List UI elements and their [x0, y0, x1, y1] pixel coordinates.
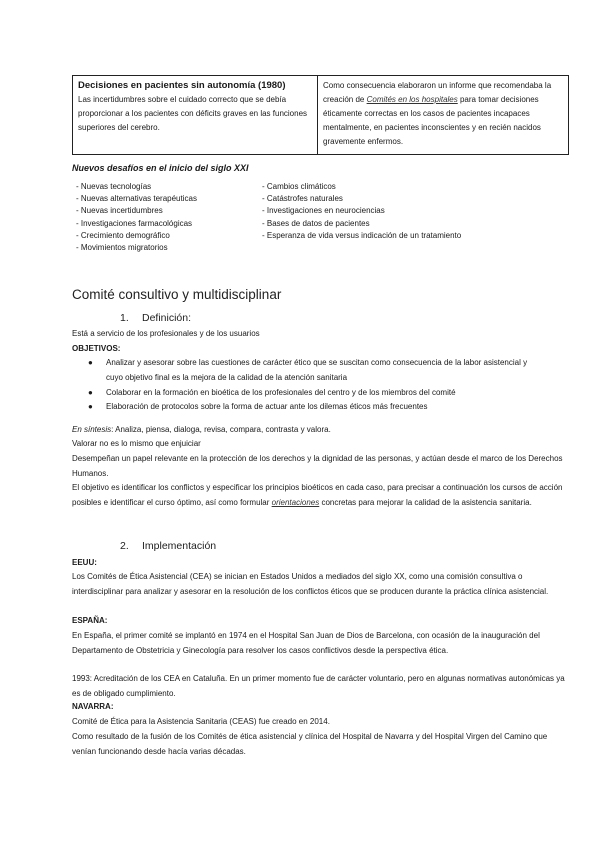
paragraph: 1993: Acreditación de los CEA en Cataluña. En un primer momento fue de carácter voluntario, pero en algunas normativas autonómicas ya es de obligado cumplimiento.	[72, 674, 565, 698]
challenges-heading: Nuevos desafíos en el inicio del siglo XXI	[72, 163, 249, 173]
list-item: - Nuevas alternativas terapéuticas	[76, 194, 197, 204]
paragraph: En España, el primer comité se implantó en 1974 en el Hospital San Juan de Dios de Barcelona, con ocasión de la inauguración del Departamento de Obstetricia y Ginecología para resolver los casos conflictivos desde la perspectiva ética.	[72, 631, 540, 655]
definition-heading	[120, 312, 191, 324]
bullet-text: Elaboración de protocolos sobre la forma de actuar ante los dilemas éticos más frecuentes	[106, 402, 428, 411]
synthesis-label: En síntesis	[72, 425, 112, 434]
valorar-line: Valorar no es lo mismo que enjuiciar	[72, 439, 201, 448]
cell-text: Como consecuencia elaboraron un informe que recomendaba la creación de	[323, 81, 552, 104]
objective-bullet	[88, 400, 528, 415]
bullet-icon: ●	[88, 358, 93, 367]
challenges-list-right	[262, 181, 461, 242]
paragraph-text: El objetivo es identificar los conflictos y especificar los principios bioéticos en cada caso, para precisar a continuación los cursos de acción posibles e identificar el curso óptimo, así como formular	[72, 483, 563, 507]
section-title: Definición:	[142, 312, 192, 324]
list-item: - Bases de datos de pacientes	[262, 218, 370, 228]
objective-bullet	[88, 386, 528, 401]
list-item: - Movimientos migratorios	[76, 243, 168, 253]
bullet-icon: ●	[88, 388, 93, 397]
definition-line: Está a servicio de los profesionales y de los usuarios	[72, 329, 260, 338]
list-item: - Esperanza de vida versus indicación de un tratamiento	[262, 230, 462, 240]
navarra-label: NAVARRA:	[72, 702, 114, 711]
cell-title: Decisiones en pacientes sin autonomía (1980)	[78, 80, 286, 91]
summary-table	[72, 75, 569, 155]
section-title: Implementación	[142, 540, 217, 552]
paragraph: Como resultado de la fusión de los Comités de ética asistencial y clínica del Hospital de Navarra y del Hospital Virgen del Camino que venían funcionando desde hacía varias décadas.	[72, 732, 548, 756]
table-cell-left	[73, 76, 318, 155]
synthesis-text: : Analiza, piensa, dialoga, revisa, compara, contrasta y valora.	[111, 425, 331, 434]
cell-text: Las incertidumbres sobre el cuidado correcto que se debía proporcionar a los pacientes con déficits graves en las funciones superiores del cerebro.	[78, 95, 308, 132]
list-item: - Cambios climáticos	[262, 182, 336, 191]
list-item: - Nuevas tecnologías	[76, 182, 152, 191]
table-row	[73, 76, 569, 155]
list-item: - Crecimiento demográfico	[76, 230, 170, 240]
paragraph: Comité de Ética para la Asistencia Sanitaria (CEAS) fue creado en 2014.	[72, 717, 330, 726]
paragraph: Desempeñan un papel relevante en la protección de los derechos y la dignidad de las personas, y actúan desde el marco de los Derechos Humanos.	[72, 454, 563, 478]
challenges-list-left	[76, 181, 197, 254]
hospital-committees-link[interactable]: Comités en los hospitales	[366, 95, 458, 104]
eeuu-label: EEUU:	[72, 558, 97, 567]
objetivos-label: OBJETIVOS:	[72, 344, 121, 353]
paragraph: Los Comités de Ética Asistencial (CEA) se inician en Estados Unidos a mediados del siglo XX, como una comisión consultiva o interdisciplinar para analizar y asesorar en la resolución de los conflictos éticos que se producen durante la práctica clínica asistencial.	[72, 572, 549, 596]
bullet-text: Colaborar en la formación en bioética de los profesionales del centro y de los miembros del comité	[106, 388, 456, 397]
list-item: - Investigaciones farmacológicas	[76, 218, 193, 228]
cell-text: para tomar decisiones éticamente correctas en los casos de pacientes incapaces mentalmente, en pacientes inconscientes y en recién nacidos gravemente enfermos.	[323, 95, 541, 146]
list-item: - Nuevas incertidumbres	[76, 206, 163, 216]
bullet-icon: ●	[88, 402, 93, 411]
section-number: 2.	[120, 540, 129, 552]
espana-label: ESPAÑA:	[72, 616, 108, 625]
list-item: - Investigaciones en neurociencias	[262, 206, 385, 216]
synthesis-line	[72, 423, 569, 438]
list-item: - Catástrofes naturales	[262, 194, 343, 204]
paragraph	[72, 481, 569, 510]
bullet-text: Analizar y asesorar sobre las cuestiones de carácter ético que se suscitan como consecuencia de la labor asistencial y cuyo objetivo final es la mejora de la calidad de la atención sanitaria	[106, 358, 528, 382]
implementation-heading	[120, 540, 216, 552]
paragraph-text: concretas para mejorar la calidad de la asistencia sanitaria.	[319, 497, 532, 507]
section-number: 1.	[120, 312, 129, 324]
main-heading: Comité consultivo y multidisciplinar	[72, 287, 282, 302]
orientaciones-link[interactable]: orientaciones	[271, 497, 320, 507]
objective-bullet	[88, 356, 528, 385]
table-cell-right	[318, 76, 569, 155]
